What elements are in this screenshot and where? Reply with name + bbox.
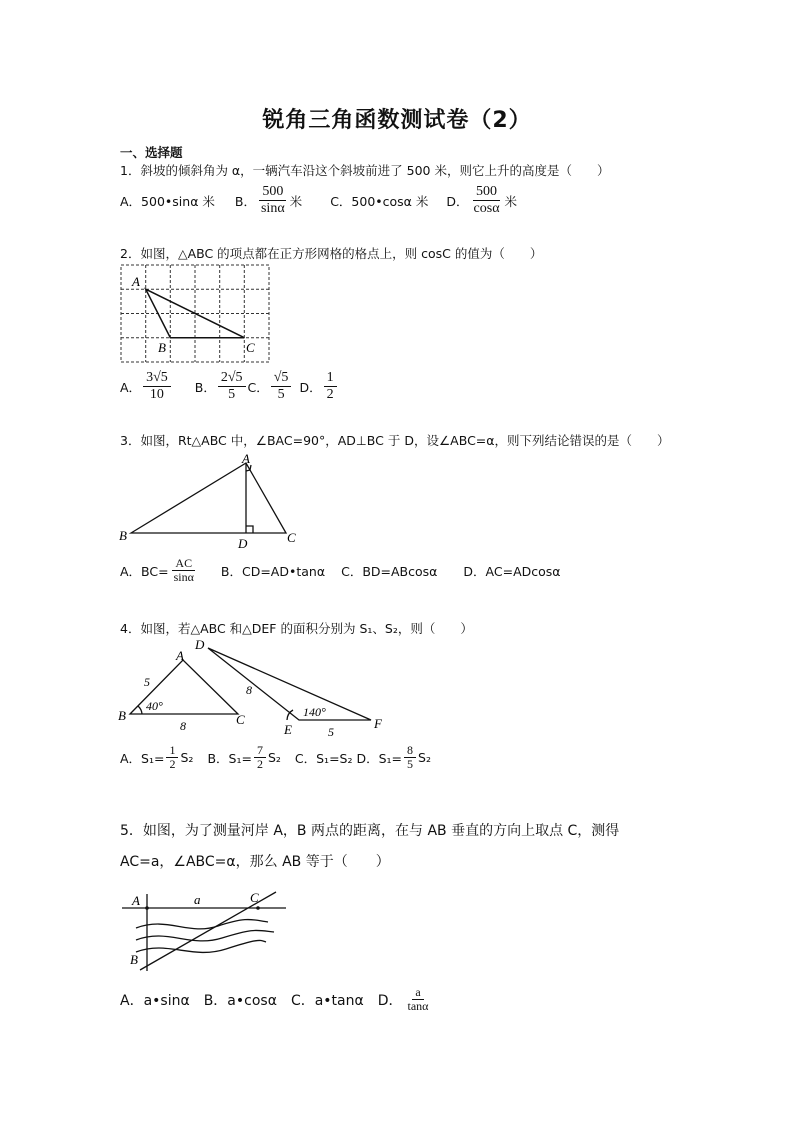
label-a: A [132, 893, 140, 908]
label-c: C [250, 890, 259, 905]
label-c: C [236, 712, 245, 727]
q5-option-b: B．a•cosα [203, 992, 277, 1009]
question-4-text: 4．如图，若△ABC 和△DEF 的面积分别为 S₁、S₂，则（ ） [120, 621, 473, 636]
angle-e: 140° [303, 705, 326, 719]
section-heading: 一、选择题 [120, 145, 183, 160]
q2-option-c: C． $\frac{√5}{5}$ [248, 370, 294, 403]
question-3-options [120, 557, 561, 584]
angle-b: 40° [146, 699, 163, 713]
q2-option-d: D． $\frac{1}{2}$ [299, 370, 338, 403]
side-ef: 5 [328, 725, 334, 739]
q3-option-d: D．AC=ADcosα [463, 563, 561, 579]
label-b: B [118, 708, 126, 723]
question-5-line-1: 5．如图，为了测量河岸 A，B 两点的距离，在与 AB 垂直的方向上取点 C，测得 [120, 823, 620, 839]
q2-option-a: A． $\frac{3√5}{10}$ [120, 370, 173, 403]
q2-grid-figure [118, 262, 274, 366]
q4-triangles-figure [116, 636, 396, 740]
q1-option-b: B． $\frac{500}{\sin\alpha}$ 米 [234, 184, 303, 216]
side-bc: 8 [180, 719, 186, 733]
question-4-options [120, 744, 431, 771]
label-b: B [119, 528, 127, 543]
q5-option-c: C．a•tanα [290, 992, 364, 1009]
label-a-length: a [194, 892, 201, 907]
q4-option-c: C．S₁=S₂ [294, 750, 353, 766]
question-3-text: 3．如图，Rt△ABC 中，∠BAC=90°，AD⊥BC 于 D，设∠ABC=α，则下列结论错误的是（ ） [120, 433, 670, 448]
label-d: D [195, 637, 205, 652]
q3-triangle-figure [116, 452, 316, 550]
side-ab: 5 [144, 675, 150, 689]
label-b: B [158, 340, 166, 355]
question-2-text: 2．如图，△ABC 的项点都在正方形网格的格点上，则 cosC 的值为（ ） [120, 246, 543, 261]
q1-option-d: D． $\frac{500}{\cos\alpha}$ 米 [446, 184, 518, 216]
q4-option-b: B．S₁= $\frac{7}{2}$ S₂ [207, 743, 281, 771]
question-1-options [120, 184, 517, 217]
q4-option-a: A．S₁= $\frac{1}{2}$ S₂ [120, 743, 194, 771]
question-1-text: 1．斜坡的倾斜角为 α，一辆汽车沿这个斜坡前进了 500 米，则它上升的高度是（ ） [120, 163, 610, 178]
page-title: 锐角三角函数测试卷（2） [262, 108, 532, 133]
q3-option-a: A．BC= $\frac{AC}{\sin\alpha}$ [120, 556, 194, 584]
label-a: A [176, 648, 184, 663]
label-a: A [242, 452, 250, 466]
label-a: A [132, 274, 140, 289]
label-d: D [238, 536, 248, 550]
label-c: C [287, 530, 296, 545]
question-5-line-2: AC=a，∠ABC=α，那么 AB 等于（ ） [120, 854, 390, 870]
label-e: E [284, 722, 292, 737]
q4-option-d: D．S₁= $\frac{8}{5}$ S₂ [356, 743, 431, 771]
question-2-options [120, 370, 339, 403]
label-f: F [374, 716, 382, 731]
q5-river-figure [118, 886, 290, 976]
q5-option-a: A．a•sinα [120, 992, 190, 1009]
label-b: B [130, 952, 138, 967]
q1-option-a: A．500•sinα 米 [120, 193, 215, 209]
q1-option-c: C．500•cosα 米 [330, 193, 429, 209]
side-de: 8 [246, 683, 252, 697]
q2-option-b: B． $\frac{2√5}{5}$ [195, 370, 248, 403]
q3-option-c: C．BD=ABcosα [341, 563, 438, 579]
label-c: C [246, 340, 255, 355]
q5-option-d: D． $\frac{a}{\tan\alpha}$ [377, 985, 429, 1013]
q3-option-b: B．CD=AD•tanα [220, 563, 326, 579]
question-5-options [120, 986, 433, 1013]
